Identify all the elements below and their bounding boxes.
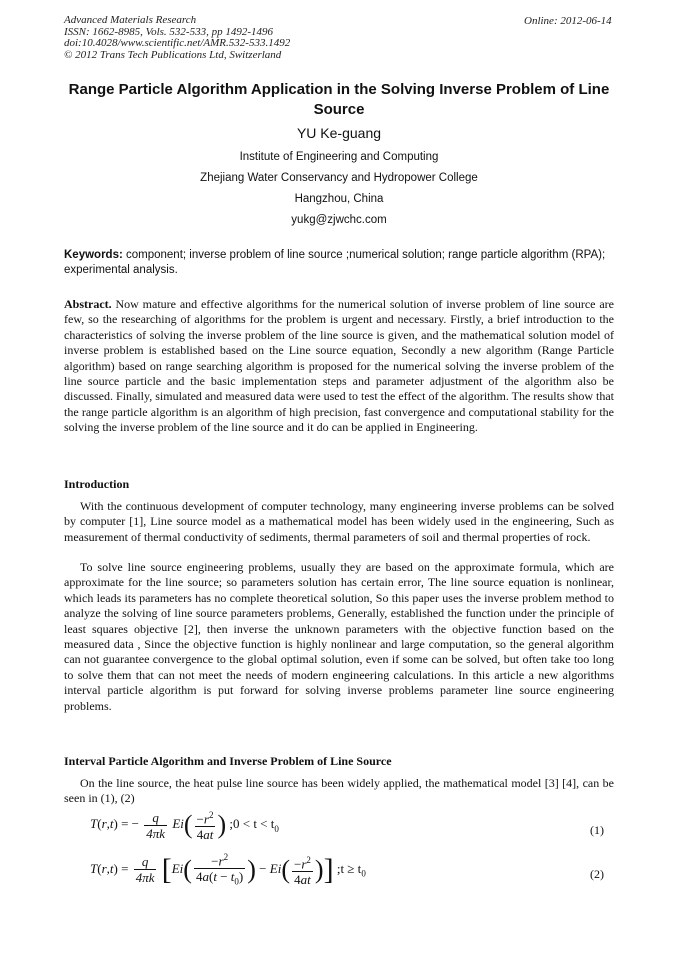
section-heading-interval-particle: Interval Particle Algorithm and Inverse Problem of Line Source — [64, 754, 392, 768]
online-date: Online: 2012-06-14 — [524, 15, 612, 27]
equation-2: T(r,t) = $\frac{q}{4\pi k}$ [Ei( $\frac{-r^2}{4a(t - t_0)}$ ) − Ei( $\frac{-r^2}{4at}$ )] ;t ≥ $t_0$ — [90, 852, 366, 888]
affiliation-city: Hangzhou, China — [294, 193, 384, 205]
journal-name: Advanced Materials Research — [64, 14, 197, 26]
introduction-paragraph-1: With the continuous development of computer technology, many engineering inverse problems can be solved by computer [1], Line source model as a mathematical model has been widely used in the engineering, Such as measurement of thermal conductivity of sediments, thermal parameters of soil and thermal properties of rock. — [64, 499, 614, 544]
copyright-line: © 2012 Trans Tech Publications Ltd, Switzerland — [64, 48, 282, 61]
author-email: yukg@zjwchc.com — [291, 214, 387, 226]
author-name: YU Ke-guang — [296, 125, 382, 141]
paper-title: Range Particle Algorithm Application in the Solving Inverse Problem of Line Source — [68, 81, 610, 118]
abstract-text: Now mature and effective algorithms for the numerical solution of inverse problem of line source are few, so the researching of algorithms for the problem is urgent and necessary. Firstly, a brief introduction to the characteristics of solving the inverse problem of the line source is given, and the mathematical solution model of inverse problem is established based on the Line source equation, Secondly a new algorithm (Range Particle algorithm) based on range searching algorithm is proposed for the numerical solving the inverse problem of the line source particle and the basic implementation steps and parameter adjustment of the algorithm also be discussed. Finally, simulated and measured data were used to test the effect of the algorithm. The results show that the range particle algorithm is an algorithm of high precision, fast convergence and computational stability for the solving the inverse problem of the line source and it do can be applied in Engineering. — [64, 297, 614, 435]
section-paragraph-1: On the line source, the heat pulse line source has been widely applied, the mathematical model [3] [4], can be seen in (1), (2) — [64, 776, 614, 806]
abstract-label: Abstract. — [64, 297, 112, 311]
equation-1: T(r,t) = − $\frac{q}{4\pi k}$ Ei( $\frac{-r^2}{4at}$ ) ;0 < $t < t_0$ — [90, 809, 279, 843]
introduction-paragraph-2: To solve line source engineering problems, usually they are based on the approximate formula, which are approximate for the line source; so parameters solution has certain error, The line source equation is nonlinear, which leads its parameters has no complete theoretical solution, So this paper uses the inverse problem method to analyze the solving of line source parameters problems, Generally, established the function under the principle of least squares objective [2], then inverse the unknown parameters with the objective function based on the measured data , Since the objective function is highly nonlinear and large computation, so the general algorithm can not guarantee convergence to the global optimal solution, even if some can be solved, but often take too long to solve them that can not meet the needs of modern engineering calculations. In this article a new algorithms interval particle algorithm is put forward for solving inverse problems parameter line source engineering problems. — [64, 560, 614, 713]
equation-1-number: (1) — [590, 823, 604, 837]
equation-2-condition: ;t ≥ t — [336, 860, 362, 876]
issn-line: ISSN: 1662-8985, Vols. 532-533, pp 1492-1496 — [64, 25, 273, 38]
keywords-text: component; inverse problem of line source ;numerical solution; range particle algorithm (RPA); experimental analysis. — [64, 249, 606, 276]
equation-1-condition: ;0 < t < t — [229, 816, 275, 832]
affiliation-institute: Institute of Engineering and Computing — [239, 151, 439, 163]
doi-line: doi:10.4028/www.scientific.net/AMR.532-533.1492 — [64, 37, 291, 49]
keywords-label: Keywords: — [64, 249, 123, 261]
abstract-block — [64, 297, 614, 436]
keywords-block — [64, 248, 614, 278]
introduction-heading: Introduction — [64, 477, 130, 491]
equation-2-number: (2) — [590, 867, 604, 881]
journal-header — [64, 15, 290, 61]
affiliation-college: Zhejiang Water Conservancy and Hydropower College — [200, 172, 478, 184]
